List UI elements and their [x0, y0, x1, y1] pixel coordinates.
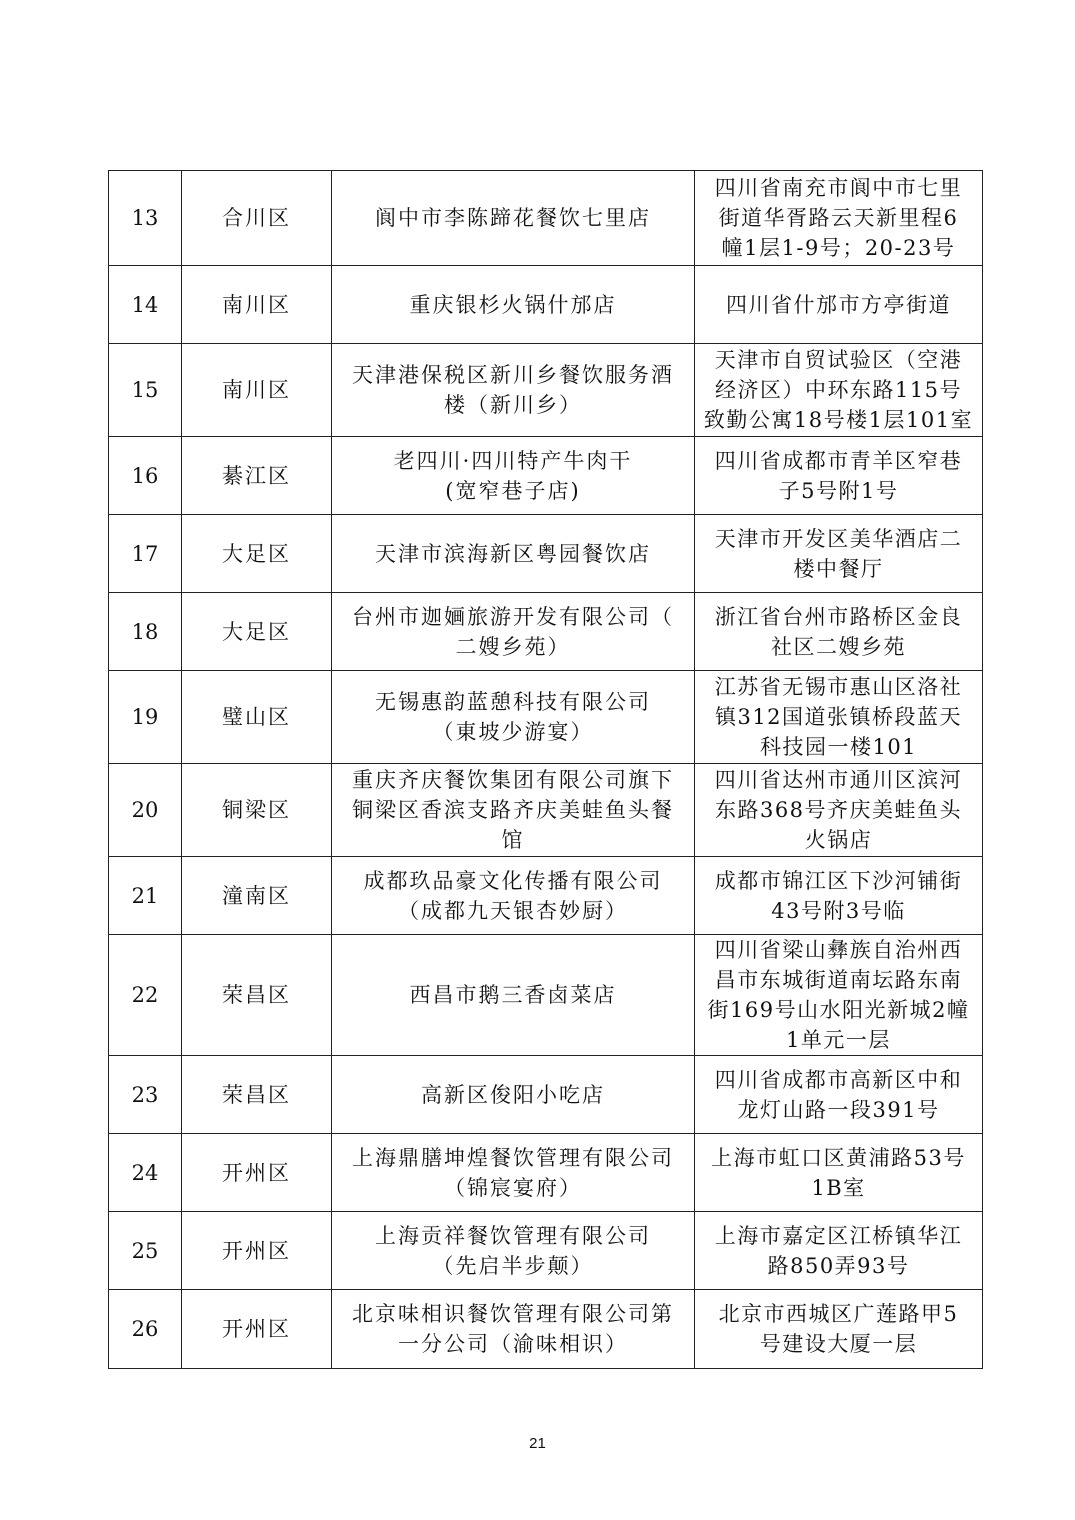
address-cell	[695, 437, 983, 515]
business-name-line: 天津港保税区新川乡餐饮服务酒	[352, 363, 674, 387]
row-number: 15	[109, 344, 182, 437]
table-row	[109, 593, 983, 671]
table-row	[109, 764, 983, 857]
district-cell: 大足区	[182, 593, 332, 671]
address-line: 1B室	[811, 1175, 866, 1200]
address-line: 街道华胥路云天新里程6	[718, 206, 959, 230]
district-cell: 开州区	[182, 1134, 332, 1212]
table-row	[109, 935, 983, 1056]
address-line: 北京市西城区广莲路甲5	[718, 1302, 959, 1326]
business-name-line: 重庆齐庆餐饮集团有限公司旗下	[352, 768, 674, 792]
business-name-line: 重庆银杉火锅什邡店	[409, 292, 617, 317]
business-name-cell	[332, 1290, 695, 1369]
row-number: 24	[109, 1134, 182, 1212]
row-number: 21	[109, 857, 182, 935]
address-line: 江苏省无锡市惠山区洛社	[714, 675, 963, 699]
table-row	[109, 1056, 983, 1134]
address-line: 上海市虹口区黄浦路53号	[711, 1145, 966, 1170]
business-name-line: 高新区俊阳小吃店	[421, 1082, 605, 1107]
table-row	[109, 1212, 983, 1290]
row-number: 22	[109, 935, 182, 1056]
address-cell	[695, 1056, 983, 1134]
business-name-cell	[332, 671, 695, 764]
address-line: 43号附3号临	[771, 898, 906, 923]
address-line: 四川省达州市通川区滨河	[714, 768, 963, 792]
address-line: 四川省成都市高新区中和	[714, 1067, 963, 1092]
row-number: 17	[109, 515, 182, 593]
business-name-cell	[332, 171, 695, 266]
address-line: 四川省什邡市方亭街道	[726, 292, 951, 317]
row-number: 18	[109, 593, 182, 671]
business-name-cell	[332, 764, 695, 857]
district-cell: 綦江区	[182, 437, 332, 515]
address-line: 楼中餐厅	[793, 556, 884, 581]
address-line: 1单元一层	[786, 1028, 891, 1052]
business-name-line: 上海贡祥餐饮管理有限公司	[375, 1223, 651, 1248]
address-cell	[695, 266, 983, 344]
address-line: 镇312国道张镇桥段蓝天	[714, 705, 963, 729]
address-cell	[695, 935, 983, 1056]
row-number: 14	[109, 266, 182, 344]
business-name-cell	[332, 266, 695, 344]
business-name-line: （锦宸宴府）	[444, 1175, 582, 1200]
table-row	[109, 171, 983, 266]
address-line: 科技园一楼101	[759, 735, 918, 759]
address-cell	[695, 764, 983, 857]
business-name-cell	[332, 515, 695, 593]
row-number: 23	[109, 1056, 182, 1134]
address-line: 昌市东城街道南坛路东南	[714, 968, 963, 992]
address-cell	[695, 171, 983, 266]
address-line: 天津市开发区美华酒店二	[714, 526, 963, 551]
address-line: 四川省梁山彝族自治州西	[714, 938, 963, 962]
table-body	[109, 171, 983, 1369]
district-cell: 荣昌区	[182, 1056, 332, 1134]
district-cell: 南川区	[182, 266, 332, 344]
address-line: 路850弄93号	[767, 1253, 910, 1278]
address-cell	[695, 344, 983, 437]
district-cell: 开州区	[182, 1212, 332, 1290]
business-name-line: 无锡惠韵蓝憩科技有限公司	[375, 690, 651, 714]
address-line: 火锅店	[804, 828, 873, 852]
address-line: 致勤公寓18号楼1层101室	[703, 408, 974, 432]
address-cell	[695, 671, 983, 764]
business-name-cell	[332, 437, 695, 515]
business-name-line: 成都玖品豪文化传播有限公司	[363, 868, 663, 893]
page-number: 21	[529, 1435, 546, 1452]
row-number: 13	[109, 171, 182, 266]
business-name-cell	[332, 344, 695, 437]
table-row	[109, 344, 983, 437]
address-line: 四川省成都市青羊区窄巷	[714, 448, 963, 473]
address-line: 街169号山水阳光新城2幢	[707, 998, 970, 1022]
business-name-cell	[332, 593, 695, 671]
business-name-line: 楼（新川乡）	[444, 393, 582, 417]
business-name-line: （成都九天银杏妙厨）	[398, 898, 628, 923]
address-line: 经济区）中环东路115号	[714, 378, 963, 402]
business-name-line: 二嫂乡苑）	[455, 634, 571, 659]
address-line: 社区二嫂乡苑	[771, 634, 906, 659]
business-name-cell	[332, 1134, 695, 1212]
district-cell: 铜梁区	[182, 764, 332, 857]
address-line: 龙灯山路一段391号	[737, 1097, 940, 1122]
business-name-line: （東坡少游宴）	[432, 720, 594, 744]
address-line: 四川省南充市阆中市七里	[714, 176, 963, 200]
district-cell: 荣昌区	[182, 935, 332, 1056]
address-line: 天津市自贸试验区（空港	[714, 348, 963, 372]
address-line: 成都市锦江区下沙河铺街	[714, 868, 963, 893]
address-cell	[695, 1290, 983, 1369]
district-cell: 大足区	[182, 515, 332, 593]
district-cell: 开州区	[182, 1290, 332, 1369]
address-cell	[695, 857, 983, 935]
table-row	[109, 1290, 983, 1369]
address-line: 幢1层1-9号；20-23号	[721, 236, 956, 260]
business-name-line: 一分公司（渝味相识）	[398, 1332, 628, 1356]
business-name-line: （先启半步颠）	[432, 1253, 594, 1278]
business-name-line: 台州市迦婳旅游开发有限公司（	[352, 604, 674, 629]
table-row	[109, 266, 983, 344]
address-cell	[695, 1134, 983, 1212]
table-row	[109, 671, 983, 764]
business-name-cell	[332, 857, 695, 935]
district-cell: 南川区	[182, 344, 332, 437]
row-number: 20	[109, 764, 182, 857]
table-row	[109, 1134, 983, 1212]
business-name-line: 铜梁区香滨支路齐庆美蛙鱼头餐	[352, 798, 674, 822]
table-row	[109, 437, 983, 515]
address-line: 浙江省台州市路桥区金良	[714, 604, 963, 629]
district-cell: 合川区	[182, 171, 332, 266]
address-line: 东路368号齐庆美蛙鱼头	[714, 798, 963, 822]
business-name-line: 上海鼎膳坤煌餐饮管理有限公司	[352, 1145, 674, 1170]
restaurant-list-table	[108, 170, 983, 1369]
address-line: 号建设大厦一层	[759, 1332, 918, 1356]
business-name-line: (宽窄巷子店)	[445, 478, 581, 503]
district-cell: 潼南区	[182, 857, 332, 935]
row-number: 16	[109, 437, 182, 515]
table-row	[109, 857, 983, 935]
address-cell	[695, 593, 983, 671]
table-row	[109, 515, 983, 593]
business-name-cell	[332, 935, 695, 1056]
row-number: 25	[109, 1212, 182, 1290]
business-name-cell	[332, 1212, 695, 1290]
business-name-line: 北京味相识餐饮管理有限公司第	[352, 1302, 674, 1326]
business-name-line: 西昌市鹅三香卤菜店	[409, 983, 617, 1007]
business-name-line: 老四川·四川特产牛肉干	[393, 448, 633, 473]
address-cell	[695, 515, 983, 593]
address-cell	[695, 1212, 983, 1290]
business-name-line: 天津市滨海新区粤园餐饮店	[375, 541, 651, 566]
row-number: 19	[109, 671, 182, 764]
district-cell: 璧山区	[182, 671, 332, 764]
address-line: 上海市嘉定区江桥镇华江	[714, 1223, 963, 1248]
business-name-line: 馆	[501, 828, 525, 852]
row-number: 26	[109, 1290, 182, 1369]
address-line: 子5号附1号	[778, 478, 899, 503]
business-name-cell	[332, 1056, 695, 1134]
business-name-line: 阆中市李陈蹄花餐饮七里店	[375, 206, 651, 230]
